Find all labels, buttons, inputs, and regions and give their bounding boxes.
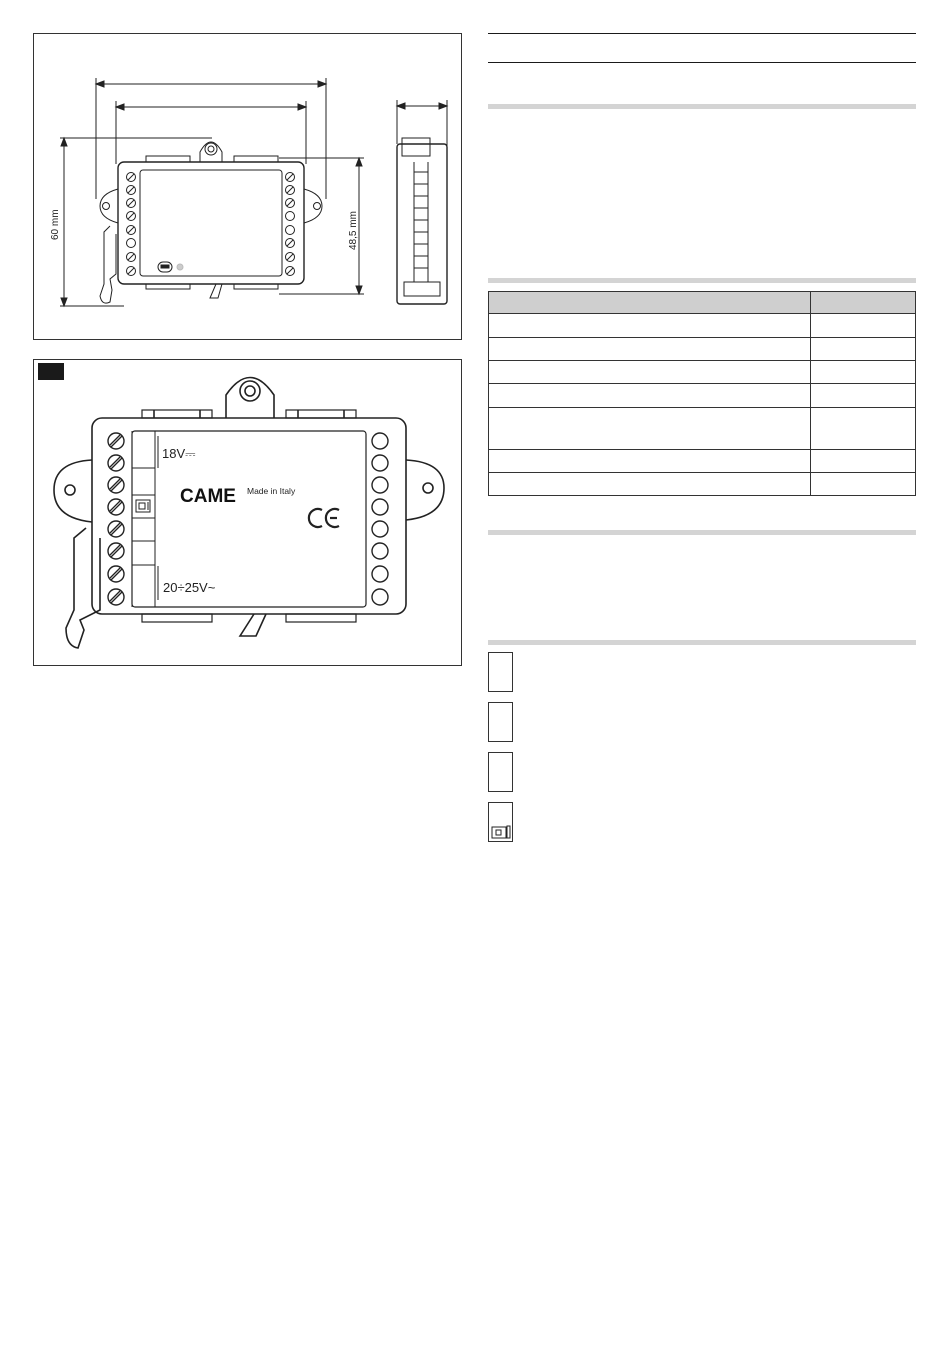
dimension-figure <box>33 33 462 340</box>
table-row <box>489 450 916 473</box>
spec-table-header <box>489 292 916 314</box>
table-cell <box>811 314 916 338</box>
table-row <box>489 361 916 384</box>
table-cell <box>489 338 811 361</box>
section-divider-2 <box>488 278 916 283</box>
header-rule-bottom <box>488 62 916 63</box>
table-cell <box>811 338 916 361</box>
dim-inner-height-label: 48,5 mm <box>348 211 359 250</box>
device-drawing <box>34 360 463 667</box>
header-rule-top <box>488 33 916 34</box>
table-cell <box>811 408 916 450</box>
table-cell <box>489 473 811 496</box>
table-row <box>489 384 916 408</box>
table-row <box>489 338 916 361</box>
table-cell <box>489 408 811 450</box>
dimension-drawing <box>34 34 463 341</box>
spec-header-cell <box>811 292 916 314</box>
table-cell <box>489 314 811 338</box>
table-row <box>489 473 916 496</box>
table-cell <box>811 361 916 384</box>
lock-terminal-box <box>488 802 513 842</box>
table-cell <box>811 384 916 408</box>
table-cell <box>811 473 916 496</box>
table-cell <box>811 450 916 473</box>
label-18v: 18V⎓ <box>162 446 196 461</box>
section-divider-4 <box>488 640 916 645</box>
terminal-icon-box <box>488 752 513 792</box>
table-cell <box>489 361 811 384</box>
spec-table <box>488 291 916 496</box>
terminal-icon-box <box>488 702 513 742</box>
terminal-icon-box <box>488 652 513 692</box>
spec-header-cell <box>489 292 811 314</box>
label-ac: 20÷25V~ <box>163 580 216 595</box>
table-cell <box>489 450 811 473</box>
section-divider-3 <box>488 530 916 535</box>
device-figure <box>33 359 462 666</box>
table-row <box>489 314 916 338</box>
table-cell <box>489 384 811 408</box>
lock-release-icon <box>489 803 514 843</box>
ce-mark-icon <box>309 509 339 527</box>
section-divider-1 <box>488 104 916 109</box>
made-in-italy: Made in Italy <box>247 486 296 496</box>
table-row <box>489 408 916 450</box>
dim-height-label: 60 mm <box>50 209 61 240</box>
brand-logo: CAME <box>180 486 236 507</box>
